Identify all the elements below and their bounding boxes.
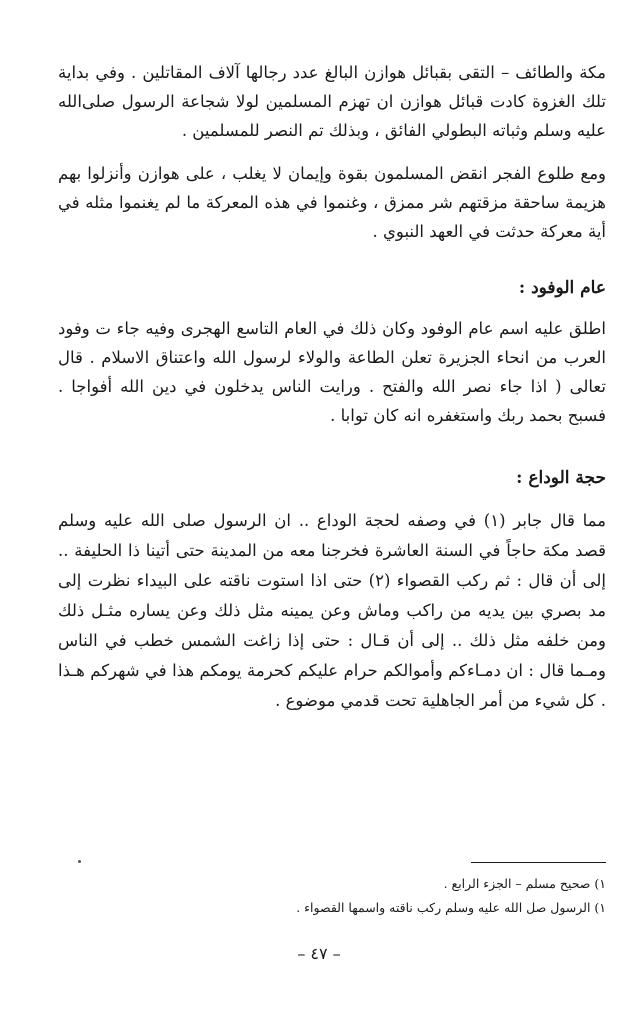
paragraph-farewell-pilgrimage: مما قال جابر (١) في وصفه لحجة الوداع .. ان الرسول صلى الله عليه وسلم قصد مكة حاجاً في السنة العاشرة فخرجنا معه من المدينة حتى أتينا ذا الحليفة .. إلى أن قال : ثم ركب القصواء (٢) حتى اذا استوت ناقته على البيداء نظرت إلى مد بصري بين يديه من راكب وماش وعن يمينه مثل ذلك وعن يساره مثـل ذلك ومن خلفه مثل ذلك .. إلى أن قـال : حتى إذا زاغت الشمس خطب في الناس ومـما قال : ان دمـاءكم وأموالكم حرام عليكم كحرمة يومكم هذا في شهركم هـذا . كل شيء من أمر الجاهلية تحت قدمي موضوع . <box>58 511 606 710</box>
footnote-2: ١) الرسول صل الله عليه وسلم ركب ناقته واسمها القصواء . <box>296 900 606 915</box>
page-body <box>58 58 606 716</box>
paragraph-hawazin-defeat: ومع طلوع الفجر انقض المسلمون بقوة وإيمان لا يغلب ، على هوازن وأنزلوا بهم هزيمة ساحقة مزقتهم شر ممزق ، وغنموا في هذه المعركة ما لم يغنموا مثله في أية معركة حدثت في العهد النبوي . <box>58 164 606 241</box>
footnote-divider <box>471 862 606 863</box>
heading-farewell-pilgrimage: حجة الوداع : <box>516 468 606 488</box>
footnotes <box>206 872 606 920</box>
paragraph-taif: مكة والطائف – التقى بقبائل هوازن البالغ عدد رجالها آلاف المقاتلين . وفي بداية تلك الغزوة كادت قبائل هوازن ان تهزم المسلمين لولا شجاعة الرسول صلى‌الله عليه وسلم وثباته البطولي الفائق ، وبذلك تم النصر للمسلمين . <box>58 63 606 140</box>
footnote-1: ١) صحيح مسلم – الجزء الرابع . <box>443 876 606 891</box>
heading-year-of-delegations: عام الوفود : <box>518 278 606 298</box>
scan-speck <box>78 860 81 863</box>
page-number: – ٤٧ – <box>297 944 341 963</box>
paragraph-year-of-delegations: اطلق عليه اسم عام الوفود وكان ذلك في العام التاسع الهجرى وفيه جاء ت وفود العرب من انحاء الجزيرة تعلن الطاعة والولاء لرسول الله واعتناق الاسلام . قال تعالى ( اذا جاء نصر الله والفتح . ورايت الناس يدخلون في دين الله أفواجا . فسبح بحمد ربك واستغفره انه كان توابا . <box>58 319 606 425</box>
